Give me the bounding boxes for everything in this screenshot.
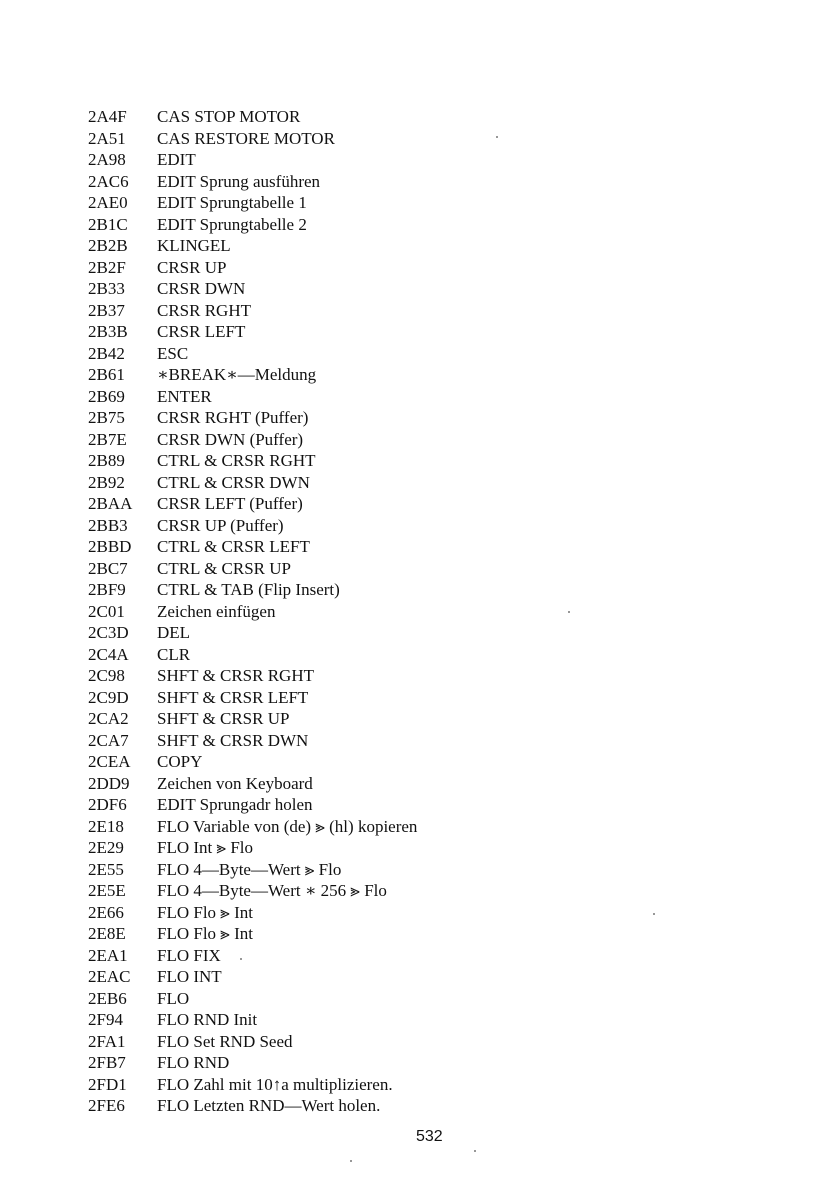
description-cell: CAS STOP MOTOR bbox=[157, 107, 301, 126]
description-cell: FLO Variable von (de) ⪢ (hl) kopieren bbox=[157, 816, 418, 836]
description-cell: DEL bbox=[157, 623, 191, 642]
address-cell: 2BF9 bbox=[88, 580, 126, 599]
description-cell: EDIT Sprung ausführen bbox=[157, 171, 321, 191]
table-row bbox=[88, 794, 788, 816]
address-cell: 2E66 bbox=[88, 902, 124, 922]
table-row bbox=[88, 321, 788, 343]
description-cell: Zeichen von Keyboard bbox=[157, 773, 313, 793]
address-cell: 2AC6 bbox=[88, 171, 129, 191]
address-cell: 2E55 bbox=[88, 859, 124, 879]
description-cell: EDIT bbox=[157, 150, 196, 169]
address-cell: 2C4A bbox=[88, 644, 129, 664]
table-row bbox=[88, 1052, 788, 1074]
description-cell: CRSR RGHT bbox=[157, 300, 251, 320]
description-cell: COPY bbox=[157, 752, 203, 771]
table-row bbox=[88, 773, 788, 795]
table-row bbox=[88, 1074, 788, 1096]
address-cell: 2B75 bbox=[88, 408, 125, 427]
table-row bbox=[88, 902, 788, 924]
address-cell: 2A4F bbox=[88, 107, 127, 126]
address-cell: 2BB3 bbox=[88, 515, 128, 535]
address-cell: 2A98 bbox=[88, 150, 126, 169]
description-cell: FLO Flo ⪢ Int bbox=[157, 902, 254, 922]
table-row bbox=[88, 343, 788, 365]
address-cell: 2E8E bbox=[88, 924, 126, 943]
scan-speck bbox=[653, 913, 655, 915]
address-cell: 2EA1 bbox=[88, 945, 128, 965]
description-cell: CRSR DWN bbox=[157, 279, 246, 298]
address-cell: 2FA1 bbox=[88, 1031, 126, 1051]
scan-speck bbox=[474, 1150, 476, 1152]
table-row bbox=[88, 278, 788, 300]
table-row bbox=[88, 644, 788, 666]
description-cell: CRSR UP bbox=[157, 257, 227, 277]
description-cell: CRSR LEFT (Puffer) bbox=[157, 494, 303, 513]
table-row bbox=[88, 1031, 788, 1053]
description-cell: CAS RESTORE MOTOR bbox=[157, 128, 335, 148]
description-cell: CTRL & CRSR LEFT bbox=[157, 537, 310, 556]
table-row bbox=[88, 1095, 788, 1117]
address-cell: 2CA7 bbox=[88, 730, 129, 750]
table-row bbox=[88, 837, 788, 859]
description-cell: ENTER bbox=[157, 386, 212, 406]
description-cell: CTRL & CRSR DWN bbox=[157, 472, 310, 492]
description-cell: FLO RND bbox=[157, 1053, 230, 1072]
address-cell: 2FE6 bbox=[88, 1096, 125, 1115]
table-row bbox=[88, 407, 788, 429]
address-cell: 2E18 bbox=[88, 816, 124, 836]
table-row bbox=[88, 386, 788, 408]
table-row bbox=[88, 300, 788, 322]
table-row bbox=[88, 192, 788, 214]
address-cell: 2B37 bbox=[88, 300, 125, 320]
address-cell: 2B1C bbox=[88, 214, 128, 234]
description-cell: EDIT Sprungadr holen bbox=[157, 795, 313, 814]
address-cell: 2CEA bbox=[88, 752, 131, 771]
address-cell: 2F94 bbox=[88, 1010, 123, 1029]
address-cell: 2BBD bbox=[88, 537, 132, 556]
description-cell: SHFT & CRSR LEFT bbox=[157, 687, 309, 707]
description-cell: SHFT & CRSR RGHT bbox=[157, 666, 314, 685]
description-cell: CRSR UP (Puffer) bbox=[157, 515, 284, 535]
address-cell: 2E29 bbox=[88, 838, 124, 857]
table-row bbox=[88, 472, 788, 494]
address-cell: 2E5E bbox=[88, 881, 126, 900]
scan-speck bbox=[496, 136, 498, 138]
description-cell: CTRL & TAB (Flip Insert) bbox=[157, 580, 340, 599]
table-row bbox=[88, 214, 788, 236]
description-cell: ESC bbox=[157, 343, 189, 363]
table-row bbox=[88, 515, 788, 537]
table-row bbox=[88, 945, 788, 967]
address-cell: 2B33 bbox=[88, 279, 125, 298]
address-cell: 2FD1 bbox=[88, 1074, 127, 1094]
description-cell: FLO RND Init bbox=[157, 1010, 258, 1029]
table-row bbox=[88, 171, 788, 193]
address-cell: 2C9D bbox=[88, 687, 129, 707]
description-cell: FLO bbox=[157, 988, 190, 1008]
table-row bbox=[88, 493, 788, 515]
description-cell: FLO Zahl mit 10↑a multiplizieren. bbox=[157, 1074, 393, 1094]
description-cell: CTRL & CRSR RGHT bbox=[157, 451, 316, 470]
description-cell: SHFT & CRSR UP bbox=[157, 709, 290, 728]
description-cell: EDIT Sprungtabelle 2 bbox=[157, 214, 307, 234]
address-cell: 2B2B bbox=[88, 236, 128, 255]
table-row bbox=[88, 665, 788, 687]
address-cell: 2B3B bbox=[88, 322, 128, 341]
table-row bbox=[88, 257, 788, 279]
address-cell: 2BAA bbox=[88, 494, 133, 513]
description-cell: FLO Letzten RND—Wert holen. bbox=[157, 1096, 381, 1115]
scan-speck bbox=[350, 1160, 352, 1162]
address-cell: 2EB6 bbox=[88, 988, 127, 1008]
table-row bbox=[88, 558, 788, 580]
table-row bbox=[88, 966, 788, 988]
address-cell: 2B69 bbox=[88, 386, 125, 406]
scan-speck bbox=[240, 958, 242, 960]
address-cell: 2B2F bbox=[88, 257, 126, 277]
description-cell: CLR bbox=[157, 644, 191, 664]
description-cell: FLO INT bbox=[157, 967, 222, 986]
table-row bbox=[88, 880, 788, 902]
address-cell: 2CA2 bbox=[88, 709, 129, 728]
address-cell: 2AE0 bbox=[88, 193, 128, 212]
table-row bbox=[88, 601, 788, 623]
address-cell: 2DF6 bbox=[88, 795, 127, 814]
description-cell: Zeichen einfügen bbox=[157, 601, 276, 621]
scan-speck bbox=[568, 611, 570, 613]
table-row bbox=[88, 450, 788, 472]
table-row bbox=[88, 364, 788, 386]
address-cell: 2B89 bbox=[88, 451, 125, 470]
address-cell: 2B61 bbox=[88, 365, 125, 384]
address-cell: 2C3D bbox=[88, 623, 129, 642]
description-cell: EDIT Sprungtabelle 1 bbox=[157, 193, 307, 212]
description-cell: FLO Set RND Seed bbox=[157, 1031, 293, 1051]
description-cell: KLINGEL bbox=[157, 236, 231, 255]
table-row bbox=[88, 128, 788, 150]
description-cell: FLO FIX bbox=[157, 945, 221, 965]
description-cell: SHFT & CRSR DWN bbox=[157, 730, 309, 750]
description-cell: CRSR DWN (Puffer) bbox=[157, 429, 304, 449]
table-row bbox=[88, 751, 788, 773]
table-row bbox=[88, 708, 788, 730]
address-cell: 2B42 bbox=[88, 343, 125, 363]
table-row bbox=[88, 235, 788, 257]
table-row bbox=[88, 730, 788, 752]
address-cell: 2A51 bbox=[88, 128, 126, 148]
description-cell: FLO Int ⪢ Flo bbox=[157, 838, 254, 857]
table-row bbox=[88, 149, 788, 171]
page-number: 532 bbox=[416, 1128, 443, 1145]
address-cell: 2FB7 bbox=[88, 1053, 126, 1072]
address-cell: 2B7E bbox=[88, 429, 127, 449]
address-cell: 2DD9 bbox=[88, 773, 130, 793]
description-cell: FLO 4—Byte—Wert ⪢ Flo bbox=[157, 859, 342, 879]
table-row bbox=[88, 687, 788, 709]
address-cell: 2B92 bbox=[88, 472, 125, 492]
address-table bbox=[88, 106, 788, 1117]
table-row bbox=[88, 1009, 788, 1031]
description-cell: FLO Flo ⪢ Int bbox=[157, 924, 254, 943]
table-row bbox=[88, 988, 788, 1010]
description-cell: CRSR LEFT bbox=[157, 322, 246, 341]
address-cell: 2C01 bbox=[88, 601, 125, 621]
address-cell: 2EAC bbox=[88, 967, 131, 986]
table-row bbox=[88, 816, 788, 838]
table-row bbox=[88, 859, 788, 881]
table-row bbox=[88, 429, 788, 451]
description-cell: FLO 4—Byte—Wert ∗ 256 ⪢ Flo bbox=[157, 881, 387, 900]
description-cell: CTRL & CRSR UP bbox=[157, 558, 291, 578]
description-cell: CRSR RGHT (Puffer) bbox=[157, 408, 309, 427]
address-cell: 2BC7 bbox=[88, 558, 128, 578]
table-row bbox=[88, 536, 788, 558]
table-row bbox=[88, 923, 788, 945]
address-cell: 2C98 bbox=[88, 666, 125, 685]
table-row bbox=[88, 106, 788, 128]
table-row bbox=[88, 622, 788, 644]
table-row bbox=[88, 579, 788, 601]
description-cell: ∗BREAK∗—Meldung bbox=[157, 365, 317, 384]
